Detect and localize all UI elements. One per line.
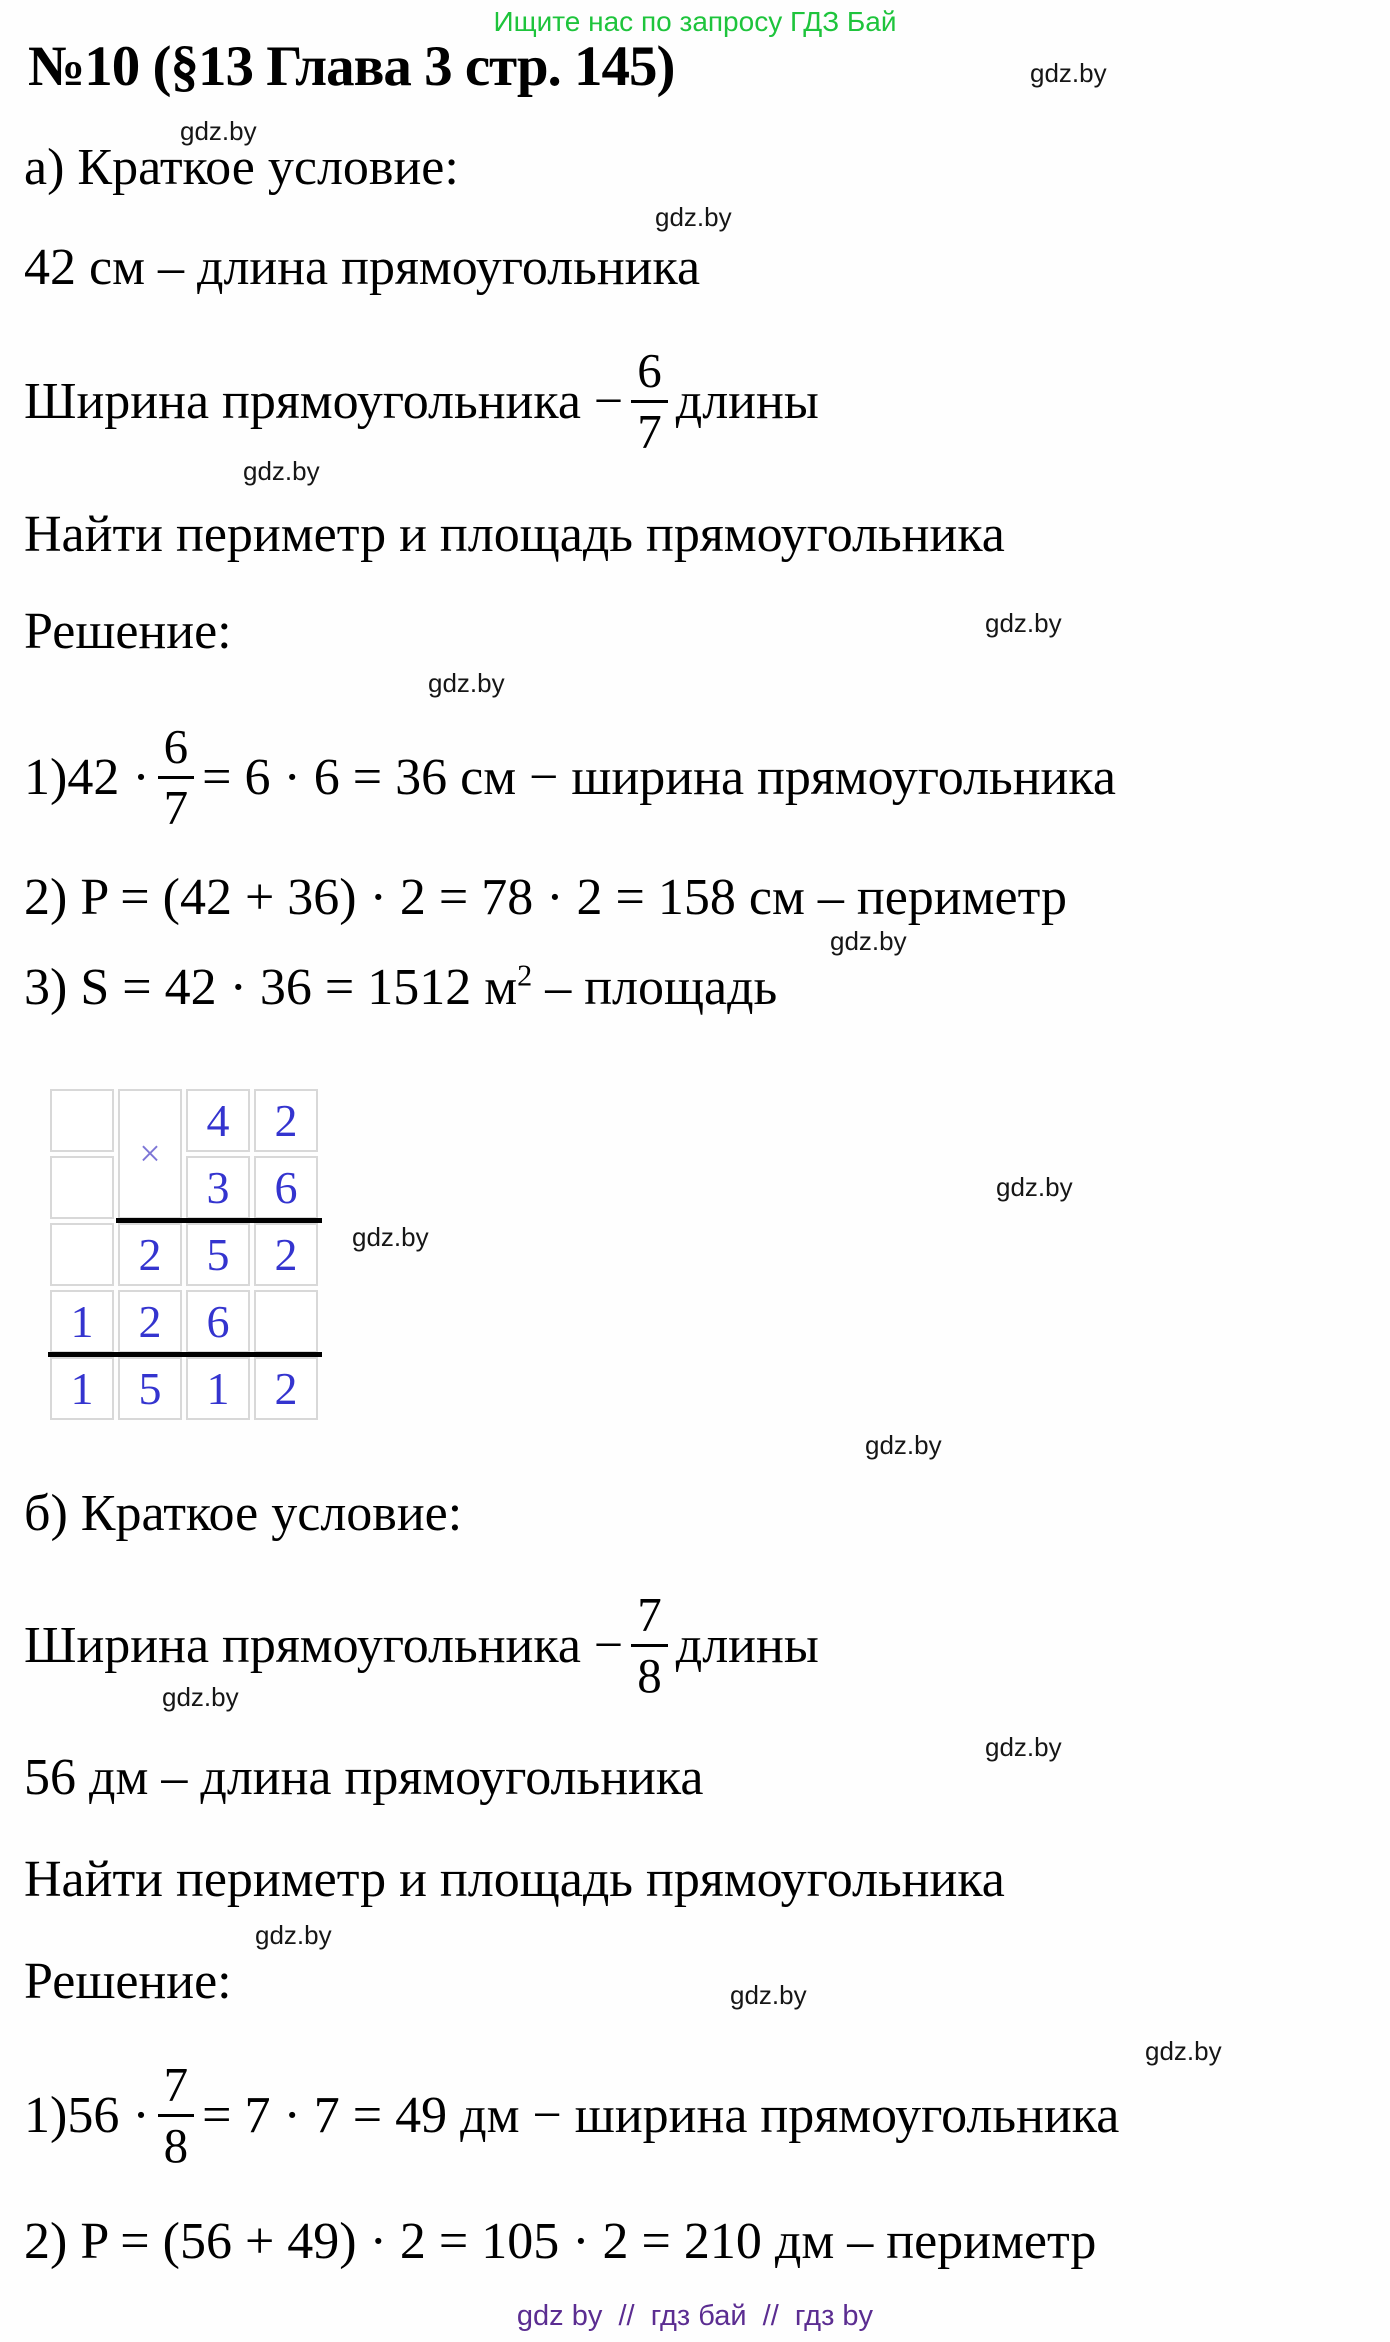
section-a-step3 (24, 958, 777, 1017)
gdz-watermark: gdz.by (985, 608, 1062, 638)
fraction-numerator: 7 (637, 1587, 662, 1643)
gdz-watermark: gdz.by (655, 202, 732, 232)
gdz-watermark: gdz.by (830, 926, 907, 956)
fraction-denominator: 7 (158, 776, 195, 833)
step1-left: 1)56 · (24, 2086, 150, 2144)
gdz-watermark: gdz.by (865, 1430, 942, 1460)
fraction-6-7 (158, 721, 195, 833)
section-a-step1 (24, 702, 1116, 852)
grid-cell-empty (50, 1156, 114, 1219)
fraction-numerator: 7 (163, 2057, 189, 2113)
section-a-width-statement (24, 326, 819, 476)
grid-row-factor2 (50, 1156, 318, 1219)
section-b-task: Найти периметр и площадь прямоугольника (24, 1851, 1005, 1908)
section-a-solution-label: Решение: (24, 603, 232, 660)
grid-cell: 6 (186, 1290, 250, 1353)
multiplication-column-grid (46, 1085, 322, 1424)
fraction-6-7 (631, 345, 668, 457)
gdz-watermark: gdz.by (730, 1980, 807, 2010)
step3-left: 3) S = 42 · 36 = 1512 м (24, 959, 518, 1016)
grid-sum-line (48, 1352, 322, 1357)
grid-cell: 2 (118, 1290, 182, 1353)
step1-right: = 6 · 6 = 36 см − ширина прямоугольника (202, 748, 1116, 806)
grid-cell: 4 (186, 1089, 250, 1152)
multiply-sign-cell: × (118, 1089, 182, 1219)
square-superscript: 2 (517, 958, 533, 993)
grid-cell: 2 (254, 1357, 318, 1420)
grid-cell: 2 (254, 1089, 318, 1152)
width-statement-unit: длины (675, 1616, 819, 1674)
gdz-watermark: gdz.by (996, 1172, 1073, 1202)
section-b-solution-label: Решение: (24, 1953, 232, 2010)
gdz-watermark: gdz.by (1030, 58, 1107, 88)
fraction-denominator: 8 (158, 2114, 195, 2171)
grid-cell: 5 (186, 1223, 250, 1286)
fraction-7-8 (158, 2059, 195, 2171)
section-b-given-length: 56 дм – длина прямоугольника (24, 1749, 704, 1806)
grid-cell: 5 (118, 1357, 182, 1420)
grid-row-factor1 (50, 1089, 318, 1152)
grid-cell-empty (50, 1223, 114, 1286)
gdz-watermark: gdz.by (243, 456, 320, 486)
grid-cell: 1 (50, 1357, 114, 1420)
grid-cell: 1 (186, 1357, 250, 1420)
grid-cell-empty (50, 1089, 114, 1152)
gdz-watermark: gdz.by (985, 1732, 1062, 1762)
fraction-numerator: 6 (637, 343, 662, 399)
width-statement-unit: длины (675, 372, 819, 430)
section-b-width-statement (24, 1570, 819, 1720)
grid-cell: 2 (118, 1223, 182, 1286)
grid-multiplication-line (116, 1218, 322, 1223)
grid-cell: 1 (50, 1290, 114, 1353)
section-a-task: Найти периметр и площадь прямоугольника (24, 506, 1005, 563)
fraction-denominator: 8 (631, 1644, 668, 1701)
promo-banner: Ищите нас по запросу ГДЗ Бай (493, 6, 897, 37)
grid-cell: 2 (254, 1223, 318, 1286)
task-title: №10 (§13 Глава 3 стр. 145) (28, 35, 675, 98)
gdz-watermark: gdz.by (180, 116, 257, 146)
section-b-step2: 2) P = (56 + 49) · 2 = 105 · 2 = 210 дм – периметр (24, 2213, 1097, 2270)
grid-row-partial1 (50, 1223, 318, 1286)
section-b-step1 (24, 2040, 1119, 2190)
grid-row-result (50, 1357, 318, 1420)
section-a-step2: 2) P = (42 + 36) · 2 = 78 · 2 = 158 см – периметр (24, 869, 1067, 926)
grid-row-partial2 (50, 1290, 318, 1353)
section-a-label: а) Краткое условие: (24, 139, 459, 196)
step3-right: – площадь (532, 959, 778, 1016)
width-statement-text: Ширина прямоугольника − (24, 372, 624, 430)
gdz-watermark: gdz.by (352, 1222, 429, 1252)
fraction-denominator: 7 (631, 400, 668, 457)
gdz-watermark: gdz.by (1145, 2036, 1222, 2066)
width-statement-text: Ширина прямоугольника − (24, 1616, 624, 1674)
step1-right: = 7 · 7 = 49 дм − ширина прямоугольника (202, 2086, 1120, 2144)
grid-cell: 3 (186, 1156, 250, 1219)
grid-cell: 6 (254, 1156, 318, 1219)
gdz-watermark: gdz.by (162, 1682, 239, 1712)
section-a-given-length: 42 см – длина прямоугольника (24, 239, 701, 296)
gdz-watermark: gdz.by (255, 1920, 332, 1950)
gdz-watermark: gdz.by (428, 668, 505, 698)
grid-cell-empty (254, 1290, 318, 1353)
step1-left: 1)42 · (24, 748, 150, 806)
section-b-label: б) Краткое условие: (24, 1485, 463, 1542)
footer-search-terms: gdz by // гдз бай // гдз by (516, 2300, 874, 2332)
fraction-7-8 (631, 1589, 668, 1701)
fraction-numerator: 6 (163, 719, 189, 775)
